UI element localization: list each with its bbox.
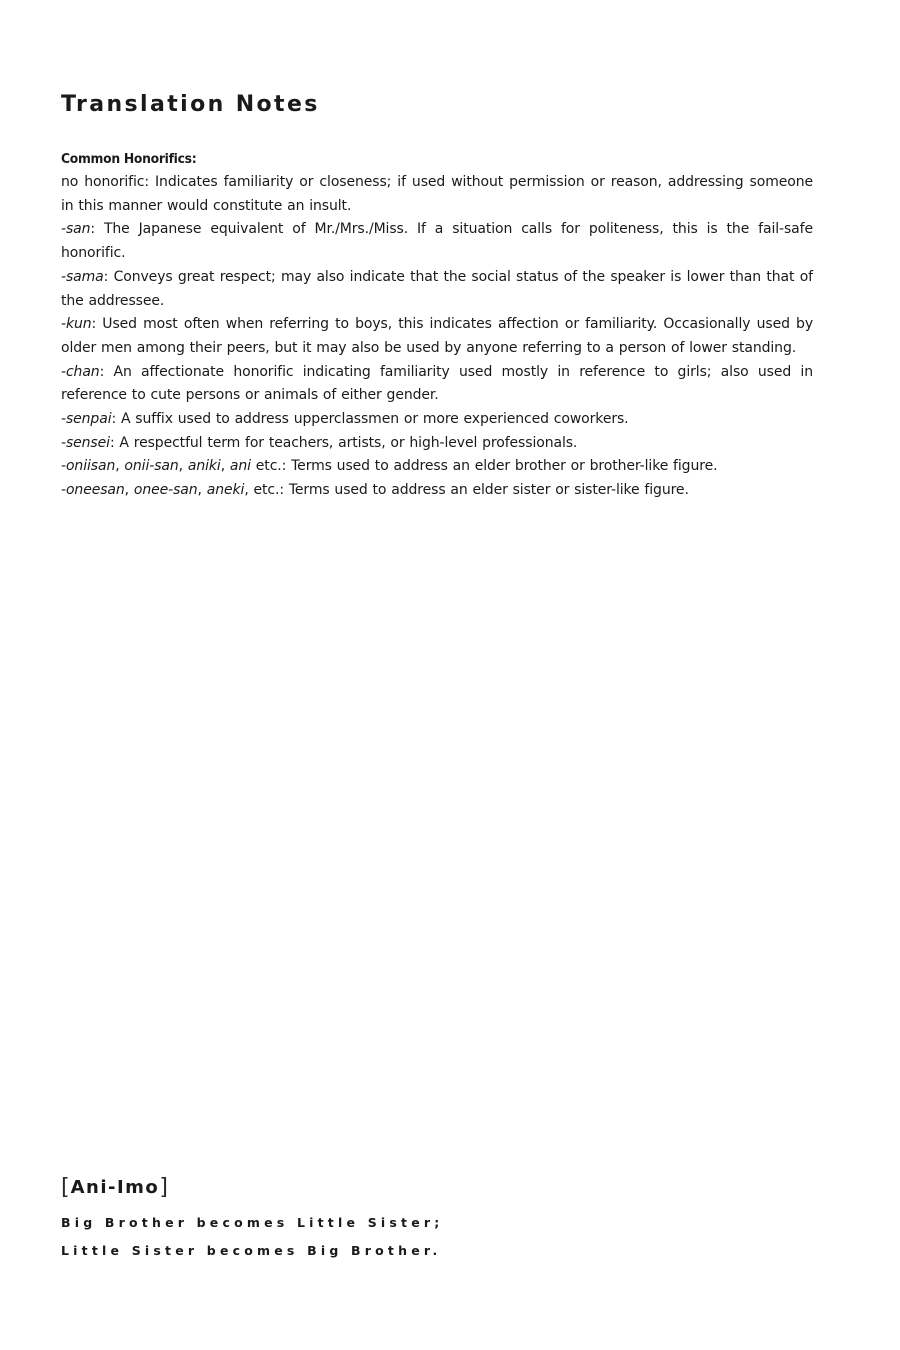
tagline-line-2: Little Sister becomes Big Brother. bbox=[61, 1243, 442, 1258]
list-item-chan bbox=[61, 361, 813, 408]
list-item-oniisan bbox=[61, 455, 813, 479]
entry-term: onee-san bbox=[133, 482, 198, 499]
list-item-no-honorific bbox=[61, 171, 813, 218]
entry-term: -senpai bbox=[61, 411, 112, 428]
entry-term: ani bbox=[229, 458, 251, 475]
entry-separator: , bbox=[220, 458, 230, 475]
page-title: Translation Notes bbox=[61, 92, 320, 117]
entry-text: , etc.: Terms used to address an elder sister or sister-like figure. bbox=[244, 482, 689, 499]
honorifics-list bbox=[61, 171, 813, 503]
entry-term: -oneesan bbox=[61, 482, 125, 499]
bracket-open: [ bbox=[61, 1175, 71, 1200]
entry-text: : The Japanese equivalent of Mr./Mrs./Miss. If a situation calls for politeness, this is the fail-safe honorific. bbox=[61, 221, 813, 262]
entry-term: -oniisan bbox=[61, 458, 116, 475]
entry-term: -san bbox=[61, 221, 91, 238]
entry-text: : Conveys great respect; may also indicate that the social status of the speaker is lower than that of the addressee. bbox=[61, 268, 813, 309]
translation-notes-page bbox=[61, 90, 813, 503]
entry-text: : A respectful term for teachers, artists, or high-level professionals. bbox=[109, 434, 578, 451]
entry-term: aniki bbox=[187, 458, 221, 475]
entry-text: etc.: Terms used to address an elder brother or brother-like figure. bbox=[250, 458, 718, 475]
list-item-san bbox=[61, 218, 813, 265]
entry-text: : Used most often when referring to boys, this indicates affection or familiarity. Occasionally used by older men among their peers, but it may also be used by anyone referring to a person of lower standing. bbox=[61, 316, 813, 356]
entry-separator: , bbox=[115, 458, 125, 475]
entry-separator: , bbox=[197, 482, 207, 499]
bracket-close: ] bbox=[159, 1175, 169, 1200]
entry-separator: , bbox=[178, 458, 188, 475]
entry-term: aneki bbox=[206, 482, 245, 499]
section-heading: Common Honorifics: bbox=[61, 152, 197, 167]
entry-text: : Indicates familiarity or closeness; if used without permission or reason, addressing someone in this manner would constitute an insult. bbox=[61, 174, 813, 214]
list-item-sensei bbox=[61, 432, 813, 456]
list-item-oneesan bbox=[61, 479, 813, 503]
entry-lead: no honorific bbox=[61, 174, 145, 190]
series-name: Ani-Imo bbox=[70, 1177, 160, 1198]
entry-term: -sama bbox=[61, 268, 104, 285]
series-title bbox=[61, 1175, 661, 1201]
entry-term: -chan bbox=[61, 363, 100, 380]
entry-text: : A suffix used to address upperclassmen or more experienced coworkers. bbox=[111, 411, 629, 428]
series-footer bbox=[61, 1175, 661, 1265]
entry-separator: , bbox=[124, 482, 134, 499]
tagline-line-1: Big Brother becomes Little Sister; bbox=[61, 1215, 444, 1230]
entry-text: : An affectionate honorific indicating familiarity used mostly in reference to girls; also used in reference to cute persons or animals of either gender. bbox=[61, 363, 813, 404]
entry-term: onii-san bbox=[124, 458, 179, 475]
series-tagline bbox=[61, 1209, 661, 1265]
entry-term: -sensei bbox=[61, 434, 110, 451]
entry-term: -kun bbox=[61, 316, 92, 333]
list-item-senpai bbox=[61, 408, 813, 432]
list-item-sama bbox=[61, 266, 813, 313]
list-item-kun bbox=[61, 313, 813, 360]
